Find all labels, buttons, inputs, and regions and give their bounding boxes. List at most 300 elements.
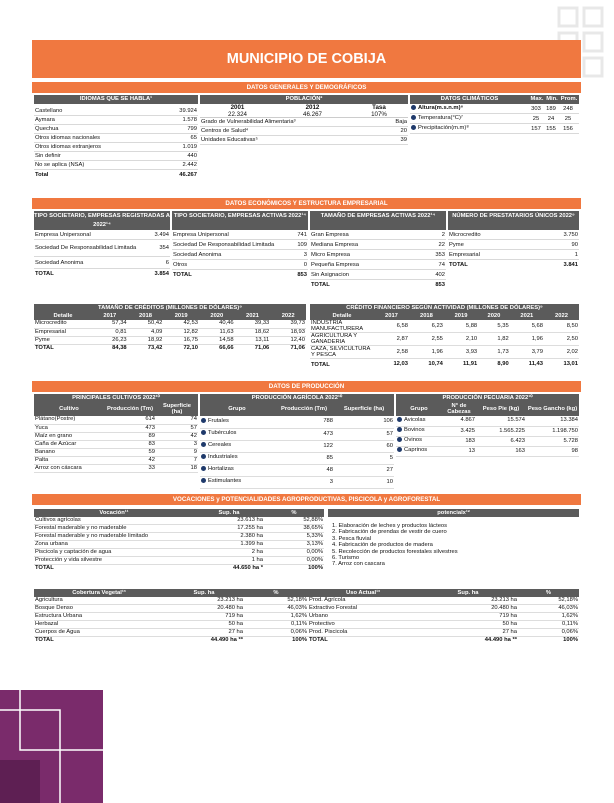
column-header: Producción (Tm) xyxy=(274,402,334,416)
row-value: 74 xyxy=(438,261,445,268)
table-cell: 50 ha xyxy=(164,621,244,629)
column-header: Detalle xyxy=(310,312,374,320)
table-cell: Prod. Agrícola xyxy=(308,597,418,605)
table-cell: Forestal maderable y no maderable limitado xyxy=(34,533,194,541)
table-cell: 0,06% xyxy=(518,629,579,637)
table-cell: 8,50 xyxy=(544,320,579,333)
table-cell: 59 xyxy=(104,448,156,456)
table-cell: 46,03% xyxy=(244,605,308,613)
list-item xyxy=(34,143,198,152)
table-row xyxy=(200,464,394,476)
row-label: Centros de Salud⁴ xyxy=(201,128,249,134)
climate-col-avg: Prom. xyxy=(560,96,578,102)
climate-value: 303 xyxy=(531,105,541,112)
table-row xyxy=(34,336,306,344)
vegetation-table xyxy=(34,589,308,644)
table-cell: 10,74 xyxy=(428,361,443,368)
table-cell: 1.399 ha xyxy=(194,541,264,549)
table-cell: 57 xyxy=(334,428,394,440)
year-2012: 2012 xyxy=(305,104,320,111)
table-cell: 18,93 xyxy=(270,328,306,336)
list-item xyxy=(200,136,408,145)
total-row xyxy=(34,170,198,179)
cereal-icon xyxy=(201,442,206,447)
row-value: 39 xyxy=(400,137,407,143)
row-label: Otros idiomas extranjeros xyxy=(35,144,102,150)
row-label: Otros idiomas nacionales xyxy=(35,135,101,141)
climate-label-text: Precipitación(m.m)⁸ xyxy=(418,125,469,132)
table-cell: 18 xyxy=(156,464,198,472)
table-row xyxy=(34,621,308,629)
climate-value: 157 xyxy=(531,125,541,132)
row-label: Sociedad De Responsabilidad Limitada xyxy=(35,245,137,251)
table-cell: Hortalizas xyxy=(200,464,274,476)
table-row xyxy=(200,440,394,452)
list-item xyxy=(448,230,579,240)
municipality-sheet xyxy=(32,40,581,652)
crops-table xyxy=(34,394,198,473)
row-value: 3.841 xyxy=(563,262,578,268)
table-cell: 3,13% xyxy=(264,541,324,549)
column-header: Peso Gancho (kg) xyxy=(526,402,579,416)
table-cell: 52,88% xyxy=(264,517,324,525)
column-header: 2019 xyxy=(444,312,478,320)
climate-label xyxy=(411,125,528,131)
company-type-active xyxy=(172,211,308,280)
table-row xyxy=(396,446,579,456)
table-cell: 15.574 xyxy=(476,416,526,426)
table-cell: 73,42 xyxy=(147,344,163,351)
vegetable-icon xyxy=(201,466,206,471)
table-cell: INDUSTRIA MANUFACTURERA xyxy=(310,320,374,333)
table-cell: 3 xyxy=(274,476,334,488)
table-cell: 183 xyxy=(442,436,476,446)
table-cell: 1,96 xyxy=(510,333,544,346)
row-label: Grado de Vulnerabilidad Alimentaria³ xyxy=(201,119,296,125)
table-cell: 12,03 xyxy=(393,361,408,368)
table-cell: Bovinos xyxy=(396,426,442,436)
table-cell: 3,79 xyxy=(510,346,544,359)
table-cell: 100% xyxy=(563,637,578,643)
table-cell: 60 xyxy=(334,440,394,452)
column-header: N° de Cabezas xyxy=(442,402,476,416)
climate-label xyxy=(411,115,528,121)
table-row xyxy=(34,424,198,432)
rain-icon xyxy=(411,125,416,130)
table-cell: 12,82 xyxy=(163,328,199,336)
industrial-icon xyxy=(201,454,206,459)
row-value: 1.578 xyxy=(182,117,197,123)
land-use-table xyxy=(308,589,579,644)
company-type-active-title: TIPO SOCIETARIO, EMPRESAS ACTIVAS 2022¹⁴ xyxy=(172,211,308,230)
row-value: 39.924 xyxy=(179,108,197,114)
table-row xyxy=(200,428,394,440)
row-label: Sociedad De Responsabilidad Limitada xyxy=(173,241,275,248)
row-label: TOTAL xyxy=(449,262,468,268)
table-row xyxy=(34,440,198,448)
row-value: 3.854 xyxy=(154,271,169,277)
table-cell: 40,46 xyxy=(199,320,235,328)
list-item: 4. Fabricación de productos de madera xyxy=(332,542,433,549)
list-item xyxy=(34,107,198,116)
row-label: Pequeña Empresa xyxy=(311,261,360,268)
vocation-table xyxy=(34,509,324,572)
company-type-registered xyxy=(34,211,170,279)
list-item xyxy=(172,250,308,260)
table-cell: 122 xyxy=(274,440,334,452)
table-cell: 50,42 xyxy=(128,320,164,328)
table-cell: Cuerpos de Agua xyxy=(34,629,164,637)
column-header: Vocación¹¹ xyxy=(34,509,194,517)
column-header: 2021 xyxy=(510,312,544,320)
potential-block xyxy=(328,509,579,568)
fruit-icon xyxy=(201,418,206,423)
row-value: 0 xyxy=(303,261,307,268)
column-header: % xyxy=(518,589,579,597)
borrowers-title: NÚMERO DE PRESTATARIOS ÚNICOS 2022⁹ xyxy=(448,211,579,230)
climate-table xyxy=(410,95,579,134)
table-cell: 66,66 xyxy=(219,344,234,351)
table-row xyxy=(396,436,579,446)
goat-icon xyxy=(397,447,402,452)
languages-table xyxy=(34,95,198,179)
sheep-icon xyxy=(397,437,402,442)
table-cell: Frutales xyxy=(200,416,274,428)
table-row xyxy=(34,328,306,336)
table-cell: 71,06 xyxy=(290,344,305,351)
table-cell: Caprinos xyxy=(396,446,442,456)
column-header: 2021 xyxy=(235,312,271,320)
climate-value: 189 xyxy=(546,105,556,112)
header-row xyxy=(34,589,308,597)
column-header: Cobertura Vegetal¹³ xyxy=(34,589,164,597)
table-cell: 13 xyxy=(442,446,476,456)
list-item xyxy=(200,118,408,127)
section-production: DATOS DE PRODUCCIÓN xyxy=(32,381,581,392)
column-header: 2022 xyxy=(270,312,306,320)
table-cell: 14,58 xyxy=(199,336,235,344)
list-item xyxy=(310,250,446,260)
table-row xyxy=(34,432,198,440)
table-row xyxy=(34,605,308,613)
climate-row xyxy=(410,114,579,124)
list-item xyxy=(172,240,308,250)
table-cell: 6,23 xyxy=(409,320,444,333)
table-cell: 5,68 xyxy=(510,320,544,333)
table-cell: Plátano(Postre) xyxy=(34,416,104,424)
table-row xyxy=(310,346,579,359)
table-cell: 3,93 xyxy=(444,346,478,359)
column-header: % xyxy=(264,509,324,517)
climate-title: DATOS CLIMÁTICOS xyxy=(440,96,499,102)
table-row xyxy=(34,541,324,549)
table-cell: Estimulantes xyxy=(200,476,274,488)
table-cell: 2,58 xyxy=(374,346,409,359)
list-item xyxy=(34,161,198,170)
table-cell: 1,96 xyxy=(409,346,444,359)
row-value: 1 xyxy=(574,251,578,258)
list-item xyxy=(34,257,170,269)
row-label: Aymara xyxy=(35,117,55,123)
row-label: Empresa Unipersonal xyxy=(173,231,229,238)
row-value: 90 xyxy=(571,241,578,248)
list-item xyxy=(310,230,446,240)
table-row xyxy=(396,416,579,426)
column-header: Sup. ha xyxy=(164,589,244,597)
table-cell: Cereales xyxy=(200,440,274,452)
column-header: Grupo xyxy=(396,402,442,416)
row-label: Total xyxy=(35,171,49,178)
table-row xyxy=(396,426,579,436)
table-cell: 72,10 xyxy=(183,344,198,351)
row-value: 65 xyxy=(190,135,197,141)
potential-title: potencialx¹² xyxy=(328,509,579,517)
livestock-title: PRODUCCIÓN PECUARIA 2022¹⁰ xyxy=(396,394,579,402)
table-cell: Avicolas xyxy=(396,416,442,426)
table-row xyxy=(34,597,308,605)
table-cell: 57 xyxy=(156,424,198,432)
table-row xyxy=(34,464,198,472)
table-row xyxy=(200,452,394,464)
climate-label-text: Altura(m.s.n.m)⁶ xyxy=(418,105,464,112)
table-cell: Prod. Piscicola xyxy=(308,629,418,637)
table-cell: 5,35 xyxy=(478,320,510,333)
table-cell: 0,00% xyxy=(264,549,324,557)
row-label: Empresa Unipersonal xyxy=(35,231,91,238)
list-item xyxy=(200,127,408,136)
credit-activity-title: CRÉDITO FINANCIERO SEGÚN ACTIVIDAD (MILLONES DE DÓLARES)⁹ xyxy=(310,304,579,312)
header-row xyxy=(200,402,394,416)
agricultural-table xyxy=(200,394,394,489)
table-cell: 614 xyxy=(104,416,156,424)
table-cell: Arroz con cáscara xyxy=(34,464,104,472)
table-cell: 27 ha xyxy=(418,629,518,637)
languages-title: IDIOMAS QUE SE HABLA¹ xyxy=(34,95,198,104)
column-header: 2018 xyxy=(128,312,164,320)
table-cell: Protección y vida silvestre xyxy=(34,557,194,565)
table-row xyxy=(34,533,324,541)
climate-row xyxy=(410,124,579,134)
table-cell: Forestal maderable y no maderable xyxy=(34,525,194,533)
climate-value: 25 xyxy=(564,115,572,122)
row-label: Quechua xyxy=(35,126,59,132)
table-cell: 0,06% xyxy=(244,629,308,637)
table-cell: Zona urbana xyxy=(34,541,194,549)
table-row xyxy=(308,613,579,621)
table-cell: 0,11% xyxy=(518,621,579,629)
row-value: 853 xyxy=(297,272,307,278)
list-item xyxy=(448,240,579,250)
table-cell: Maíz en grano xyxy=(34,432,104,440)
cattle-icon xyxy=(397,427,402,432)
table-cell: Herbazal xyxy=(34,621,164,629)
table-cell: 20.480 ha xyxy=(164,605,244,613)
table-cell: 98 xyxy=(526,446,579,456)
row-value: 3.494 xyxy=(154,231,169,238)
list-item xyxy=(34,240,170,257)
column-header: 2019 xyxy=(163,312,199,320)
row-label: Sociedad Anonima xyxy=(173,251,222,258)
credit-size-table xyxy=(34,304,306,352)
table-row xyxy=(200,416,394,428)
table-row xyxy=(34,525,324,533)
borrowers-table xyxy=(448,211,579,270)
table-cell: 1,62% xyxy=(518,613,579,621)
row-label: Gran Empresa xyxy=(311,231,349,238)
column-header: 2022 xyxy=(544,312,579,320)
column-header: Producción (Tm) xyxy=(104,402,156,416)
row-value: 22 xyxy=(438,241,445,248)
row-value: 6 xyxy=(165,259,169,266)
table-cell: 106 xyxy=(334,416,394,428)
row-label: Sociedad Anonima xyxy=(35,259,84,266)
climate-value: 25 xyxy=(532,115,540,122)
row-value: 46.267 xyxy=(179,171,197,178)
table-cell: Caña de Azúcar xyxy=(34,440,104,448)
table-cell: 83 xyxy=(104,440,156,448)
column-header: 2020 xyxy=(478,312,510,320)
row-value: 2 xyxy=(441,231,445,238)
row-value: 3 xyxy=(303,251,307,258)
table-cell: 71,06 xyxy=(254,344,270,351)
list-item xyxy=(448,250,579,260)
table-cell: Urbano xyxy=(308,613,418,621)
population-title: POBLACIÓN² xyxy=(200,95,408,104)
row-label: Sin Asignacion xyxy=(311,271,350,278)
total-row xyxy=(310,280,446,290)
table-cell: 84,38 xyxy=(112,344,127,351)
row-label: TOTAL xyxy=(311,282,330,288)
table-cell: 1,82 xyxy=(478,333,510,346)
climate-row xyxy=(410,104,579,114)
table-cell: 7 xyxy=(156,456,198,464)
row-label: TOTAL xyxy=(173,272,192,278)
population-2012: 46.267 xyxy=(303,111,322,118)
row-value: 440 xyxy=(187,153,197,159)
table-row xyxy=(34,416,198,424)
list-item xyxy=(34,230,170,240)
table-cell: Yuca xyxy=(34,424,104,432)
table-cell: 57,34 xyxy=(92,320,128,328)
table-cell: Bosque Denso xyxy=(34,605,164,613)
decorative-lines xyxy=(0,690,103,803)
total-row xyxy=(34,565,324,573)
column-header: Detalle xyxy=(34,312,92,320)
table-row xyxy=(308,597,579,605)
table-cell: 5 xyxy=(334,452,394,464)
column-header: Grupo xyxy=(200,402,274,416)
total-row xyxy=(448,260,579,270)
row-value: 1.019 xyxy=(182,144,197,150)
table-cell: TOTAL xyxy=(309,637,328,643)
table-cell: 27 ha xyxy=(164,629,244,637)
row-label: TOTAL xyxy=(35,271,54,277)
table-row xyxy=(308,605,579,613)
list-item xyxy=(172,230,308,240)
table-cell: 788 xyxy=(274,416,334,428)
climate-value: 248 xyxy=(563,105,573,112)
row-label: Pyme xyxy=(449,241,464,248)
table-cell: 11,63 xyxy=(199,328,235,336)
list-item xyxy=(34,152,198,161)
table-cell: 4.867 xyxy=(442,416,476,426)
header-row xyxy=(34,402,198,416)
row-label: Unidades Educativas⁵ xyxy=(201,137,258,143)
credit-activity-table xyxy=(310,304,579,371)
list-item: 5. Recolección de productos forestales silvestres xyxy=(332,548,458,555)
row-label: Empresarial xyxy=(449,251,480,258)
table-cell: 2,50 xyxy=(544,333,579,346)
table-cell: 2,10 xyxy=(444,333,478,346)
climate-value: 156 xyxy=(563,125,573,132)
tuber-icon xyxy=(201,430,206,435)
total-row xyxy=(310,359,579,371)
climate-label xyxy=(411,105,528,111)
table-row xyxy=(308,621,579,629)
list-item xyxy=(310,270,446,280)
column-header: Sup. ha xyxy=(194,509,264,517)
stimulant-icon xyxy=(201,478,206,483)
table-cell: 52,18% xyxy=(244,597,308,605)
table-row xyxy=(310,333,579,346)
list-item: 7. Arroz con cascara xyxy=(332,561,385,568)
row-value: 402 xyxy=(435,271,445,278)
altitude-icon xyxy=(411,105,416,110)
total-row xyxy=(34,269,170,279)
table-cell: 44.490 ha ** xyxy=(484,637,517,643)
table-cell: Cultivos agrícolas xyxy=(34,517,194,525)
credit-size-title: TAMAÑO DE CRÉDITOS (MILLONES DE DÓLARES)⁹ xyxy=(34,304,306,312)
rate-label: Tasa xyxy=(372,104,386,111)
table-cell: 18,92 xyxy=(128,336,164,344)
row-label: Castellano xyxy=(35,108,63,114)
table-cell: 74 xyxy=(156,416,198,424)
list-item: 1. Elaboración de leches y productos lácteos xyxy=(332,523,448,529)
table-cell: 44.650 ha * xyxy=(233,565,263,571)
column-header: % xyxy=(244,589,308,597)
table-cell: 26,23 xyxy=(92,336,128,344)
table-cell: 33 xyxy=(104,464,156,472)
list-item xyxy=(172,260,308,270)
column-header: 2018 xyxy=(409,312,444,320)
table-row xyxy=(34,456,198,464)
population-block xyxy=(200,95,408,145)
section-vocations: VOCACIONES y POTENCIALIDADES AGROPRODUCTIVAS, PISCICOLA y AGROFORESTAL xyxy=(32,494,581,505)
table-cell: 13.384 xyxy=(526,416,579,426)
row-value: 109 xyxy=(297,241,307,248)
table-cell: 2 ha xyxy=(194,549,264,557)
table-cell: 163 xyxy=(476,446,526,456)
table-cell: Tubérculos xyxy=(200,428,274,440)
climate-label-text: Temperatura(°C)⁷ xyxy=(418,115,464,122)
table-cell: 719 ha xyxy=(418,613,518,621)
table-cell: CAZA, SILVICULTURA Y PESCA xyxy=(310,346,374,359)
table-cell: 2,55 xyxy=(409,333,444,346)
table-cell: 1.565.225 xyxy=(476,426,526,436)
row-label: Otros xyxy=(173,261,188,268)
list-item: 2. Fabricación de prendas de vestir de cuero xyxy=(332,529,447,536)
table-row xyxy=(308,629,579,637)
table-cell: 1,73 xyxy=(478,346,510,359)
table-cell: TOTAL xyxy=(35,565,54,571)
table-cell: 100% xyxy=(292,637,307,643)
list-item xyxy=(34,125,198,134)
table-cell: 12,40 xyxy=(270,336,306,344)
table-cell: 4,09 xyxy=(128,328,164,336)
table-cell: 11,43 xyxy=(528,361,543,368)
table-cell: 5,33% xyxy=(264,533,324,541)
row-value: 853 xyxy=(435,282,445,288)
